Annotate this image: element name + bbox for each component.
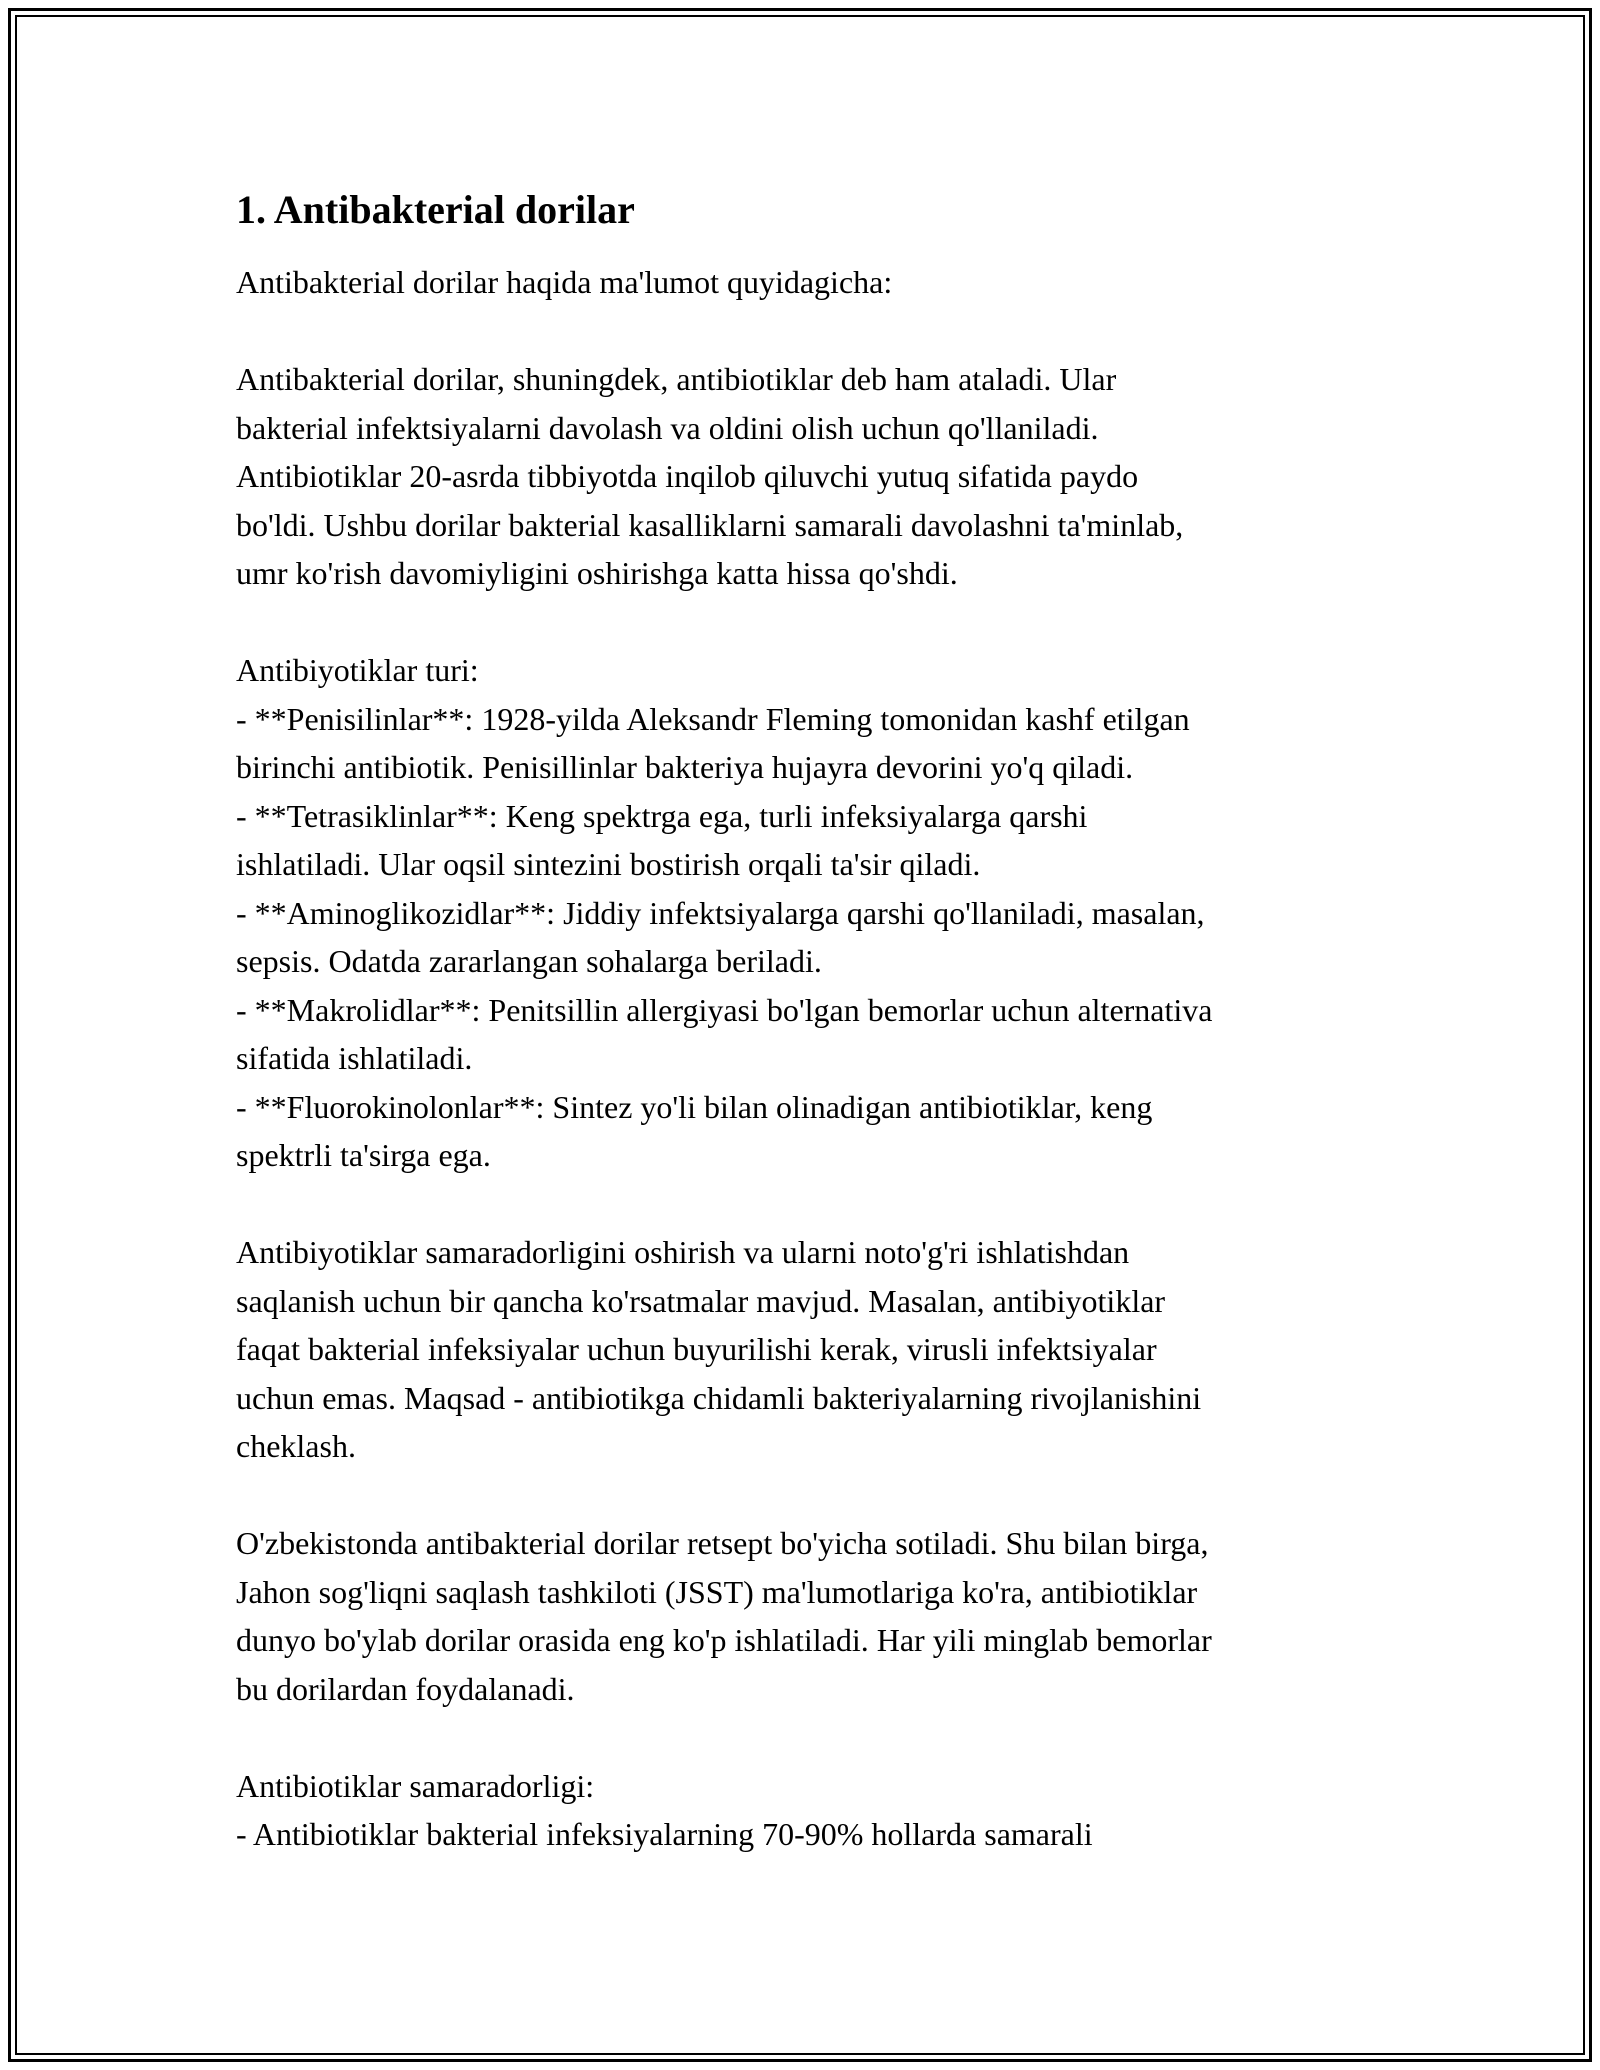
paragraph-overview: [236, 355, 1376, 598]
list-line: sepsis. Odatda zararlangan sohalarga beriladi.: [236, 943, 822, 979]
list-line: - Antibiotiklar bakterial infeksiyalarning 70-90% hollarda samarali: [236, 1816, 1093, 1852]
list-line: spektrli ta'sirga ega.: [236, 1137, 491, 1173]
text-line: bakterial infektsiyalarni davolash va oldini olish uchun qo'llaniladi.: [236, 409, 1099, 446]
efficacy-section: [236, 1762, 1376, 1859]
paragraph-gap: [236, 1471, 1376, 1520]
section-heading: 1. Antibakterial dorilar: [236, 187, 635, 232]
text-line: umr ko'rish davomiyligini oshirishga katta hissa qo'shdi.: [236, 555, 958, 591]
paragraph-gap: [236, 598, 1376, 647]
text-line: dunyo bo'ylab dorilar orasida eng ko'p ishlatiladi. Har yili minglab bemorlar: [236, 1622, 1212, 1658]
efficacy-title: Antibiotiklar samaradorligi:: [236, 1767, 595, 1804]
text-line: Antibiyotiklar samaradorligini oshirish va ularni noto'g'ri ishlatishdan: [236, 1234, 1130, 1270]
list-line: birinchi antibiotik. Penisillinlar bakteriya hujayra devorini yo'q qiladi.: [236, 749, 1134, 785]
text-line: saqlanish uchun bir qancha ko'rsatmalar mavjud. Masalan, antibiyotiklar: [236, 1282, 1166, 1319]
list-line: - **Penisilinlar**: 1928-yilda Aleksandr Fleming tomonidan kashf etilgan: [236, 700, 1190, 737]
intro-line: Antibakterial dorilar haqida ma'lumot quyidagicha:: [236, 264, 893, 300]
list-line: sifatida ishlatiladi.: [236, 1040, 473, 1076]
list-line: - **Makrolidlar**: Penitsillin allergiyasi bo'lgan bemorlar uchun alternativa: [236, 991, 1213, 1028]
list-line: - **Tetrasiklinlar**: Keng spektrga ega, turli infeksiyalarga qarshi: [236, 797, 1088, 834]
text-line: faqat bakterial infeksiyalar uchun buyurilishi kerak, virusli infektsiyalar: [236, 1331, 1157, 1367]
paragraph-gap: [236, 1713, 1376, 1762]
text-line: Antibiotiklar 20-asrda tibbiyotda inqilob qiluvchi yutuq sifatida paydo: [236, 458, 1139, 494]
text-line: Jahon sog'liqni saqlash tashkiloti (JSST) ma'lumotlariga ko'ra, antibiotiklar: [236, 1573, 1198, 1610]
text-line: cheklash.: [236, 1428, 356, 1464]
paragraph-uzbekistan: [236, 1519, 1376, 1713]
document-body: [236, 186, 1376, 1859]
list-line: ishlatiladi. Ular oqsil sintezini bostirish orqali ta'sir qiladi.: [236, 846, 981, 882]
text-line: O'zbekistonda antibakterial dorilar retsept bo'yicha sotiladi. Shu bilan birga,: [236, 1525, 1209, 1561]
list-line: - **Fluorokinolonlar**: Sintez yo'li bilan olinadigan antibiotiklar, keng: [236, 1088, 1153, 1125]
text-line: uchun emas. Maqsad - antibiotikga chidamli bakteriyalarning rivojlanishini: [236, 1379, 1202, 1416]
text-line: Antibakterial dorilar, shuningdek, antibiotiklar deb ham ataladi. Ular: [236, 361, 1117, 397]
paragraph-gap: [236, 307, 1376, 356]
text-line: bu dorilardan foydalanadi.: [236, 1670, 575, 1707]
list-line: - **Aminoglikozidlar**: Jiddiy infektsiyalarga qarshi qo'llaniladi, masalan,: [236, 894, 1205, 931]
text-line: bo'ldi. Ushbu dorilar bakterial kasalliklarni samarali davolashni ta'minlab,: [236, 506, 1184, 543]
types-title: Antibiyotiklar turi:: [236, 652, 479, 688]
paragraph-gap: [236, 1180, 1376, 1229]
antibiotic-types-section: [236, 646, 1376, 1180]
paragraph-guidelines: [236, 1228, 1376, 1471]
